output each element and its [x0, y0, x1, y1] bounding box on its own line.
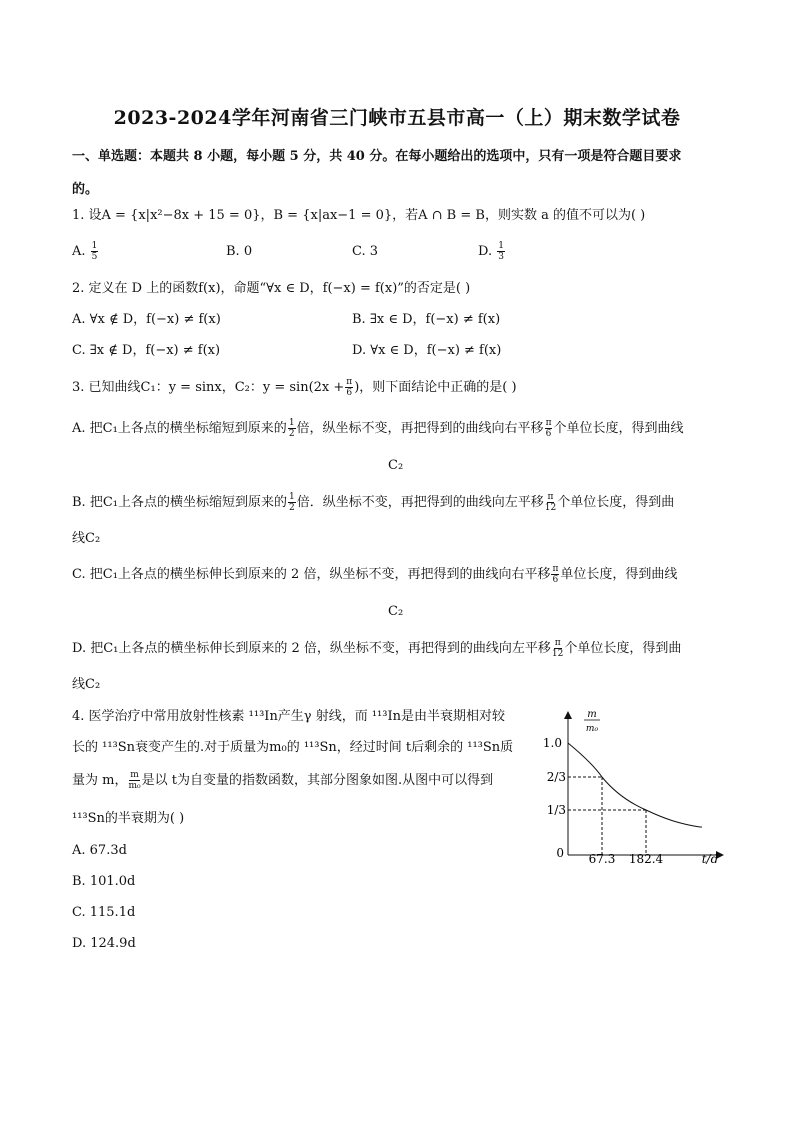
q3-d-fraction — [552, 638, 563, 659]
q2-option-b: B. ∃x ∈ D，f(−x) ≠ f(x) — [352, 312, 501, 327]
q1-option-c: C. 3 — [352, 244, 379, 259]
fraction-denominator: 12 — [544, 503, 557, 513]
q4-stem-line2: 长的 ¹¹³Sn衰变产生的.对于质量为m₀的 ¹¹³Sn，经过时间 t后剩余的 ¹¹³Sn质 — [72, 740, 514, 755]
y-axis-label-denominator: m₀ — [585, 724, 599, 734]
fraction-numerator: π — [552, 564, 559, 574]
q3-a-fraction-2 — [545, 418, 553, 439]
q1-option-d-fraction — [497, 241, 505, 262]
q4-stem-line3 — [72, 770, 493, 792]
q2-option-c: C. ∃x ∉ D，f(−x) ≠ f(x) — [72, 343, 221, 358]
q1-option-b: B. 0 — [226, 244, 253, 259]
q3-option-a — [72, 418, 684, 440]
q2-option-d: D. ∀x ∈ D，f(−x) ≠ f(x) — [352, 343, 502, 358]
fraction-denominator: 2 — [288, 503, 295, 513]
q3-d-text-end: 个单位长度，得到曲 — [564, 641, 682, 656]
q3-option-c-tail: C₂ — [388, 604, 404, 619]
fraction-denominator: 3 — [498, 252, 504, 262]
fraction-numerator: π — [346, 377, 353, 387]
q3-option-d — [72, 638, 681, 660]
q3-stem-text-end: )，则下面结论中正确的是( ) — [354, 380, 517, 395]
fraction-denominator: 12 — [551, 649, 564, 659]
q2-option-a: A. ∀x ∉ D，f(−x) ≠ f(x) — [72, 312, 221, 327]
q1-option-d — [478, 241, 506, 263]
fraction-numerator: π — [545, 418, 552, 428]
fraction-numerator: 1 — [498, 241, 504, 251]
y-tick-label: 1/3 — [546, 803, 566, 817]
q3-b-text-end: 个单位长度，得到曲 — [557, 495, 675, 510]
q3-b-text: B. 把C₁上各点的横坐标缩短到原来的 — [72, 495, 287, 510]
origin-label: 0 — [556, 846, 564, 860]
page-title: 2023-2024学年河南省三门峡市五县市高一（上）期末数学试卷 — [113, 107, 681, 129]
q4-option-c: C. 115.1d — [72, 905, 136, 920]
y-axis-label-numerator: m — [587, 709, 597, 720]
q1-option-a-fraction — [91, 241, 99, 262]
q4-line3-text: 量为 m， — [72, 773, 128, 788]
fraction-denominator: m₀ — [128, 781, 141, 791]
q4-line3-text-end: 是以 t为自变量的指数函数，其部分图象如图.从图中可以得到 — [141, 773, 494, 788]
q4-option-d: D. 124.9d — [72, 936, 136, 951]
fraction-numerator: π — [547, 492, 554, 502]
q3-stem — [72, 377, 517, 399]
q3-c-text-end: 单位长度，得到曲线 — [560, 567, 678, 582]
q3-d-text: D. 把C₁上各点的横坐标伸长到原来的 2 倍，纵坐标不变，再把得到的曲线向左平移 — [72, 641, 551, 656]
x-tick-label: 67.3 — [588, 852, 616, 866]
q3-option-a-tail: C₂ — [388, 458, 404, 473]
q3-a-text-end: 个单位长度，得到曲线 — [553, 421, 684, 436]
q3-c-text: C. 把C₁上各点的横坐标伸长到原来的 2 倍，纵坐标不变，再把得到的曲线向右平移 — [72, 567, 551, 582]
decay-graph — [540, 705, 730, 870]
fraction-numerator: m — [130, 770, 139, 780]
q4-stem-line4: ¹¹³Sn的半衰期为( ) — [72, 811, 185, 826]
fraction-numerator: 1 — [288, 418, 295, 428]
q4-stem-line1: 4. 医学治疗中常用放射性核素 ¹¹³In产生γ 射线，而 ¹¹³In是由半衰期相对较 — [72, 709, 505, 724]
q4-line3-fraction — [128, 770, 140, 791]
q1-option-d-label: D. — [478, 244, 493, 259]
q4-option-b: B. 101.0d — [72, 874, 136, 889]
fraction-numerator: 1 — [91, 241, 98, 251]
x-tick-label: 182.4 — [628, 852, 664, 866]
q3-b-text-mid: 倍．纵坐标不变，再把得到的曲线向左平移 — [296, 495, 544, 510]
q2-stem: 2. 定义在 D 上的函数f(x)，命题“∀x ∈ D，f(−x) = f(x)”的否定是( ) — [72, 281, 471, 296]
q3-stem-fraction — [345, 377, 353, 398]
q4-option-a: A. 67.3d — [72, 843, 127, 858]
y-tick-label: 1.0 — [542, 736, 562, 750]
y-tick-label: 2/3 — [546, 770, 566, 784]
fraction-denominator: 2 — [288, 429, 295, 439]
fraction-denominator: 5 — [91, 252, 98, 262]
q3-a-text-mid: 倍，纵坐标不变，再把得到的曲线向右平移 — [296, 421, 544, 436]
fraction-numerator: π — [554, 638, 561, 648]
section-heading-line2: 的。 — [72, 182, 99, 197]
q3-b-fraction-1 — [288, 492, 296, 513]
q1-stem: 1. 设A = {x|x²−8x + 15 = 0}，B = {x|ax−1 = 0}，若A ∩ B = B，则实数 a 的值不可以为( ) — [72, 208, 646, 223]
section-heading-line1: 一、单选题：本题共 8 小题，每小题 5 分，共 40 分。在每小题给出的选项中，只有一项是符合题目要求 — [72, 149, 682, 164]
q3-option-d-tail: 线C₂ — [72, 677, 101, 692]
q3-option-b-tail: 线C₂ — [72, 531, 101, 546]
fraction-denominator: 6 — [346, 388, 353, 398]
q3-c-fraction — [551, 564, 559, 585]
q1-option-a — [72, 241, 99, 263]
fraction-numerator: 1 — [288, 492, 295, 502]
q3-a-fraction-1 — [288, 418, 296, 439]
q3-stem-text: 3. 已知曲线C₁：y = sinx，C₂：y = sin(2x + — [72, 380, 345, 395]
decay-curve — [568, 743, 702, 827]
q3-b-fraction-2 — [545, 492, 556, 513]
q3-option-b — [72, 492, 674, 514]
fraction-denominator: 6 — [545, 429, 552, 439]
q3-a-text: A. 把C₁上各点的横坐标缩短到原来的 — [72, 421, 287, 436]
q1-option-a-label: A. — [72, 244, 86, 259]
q3-option-c — [72, 564, 677, 586]
fraction-denominator: 6 — [552, 575, 559, 585]
x-axis-label: t/d — [701, 852, 719, 866]
